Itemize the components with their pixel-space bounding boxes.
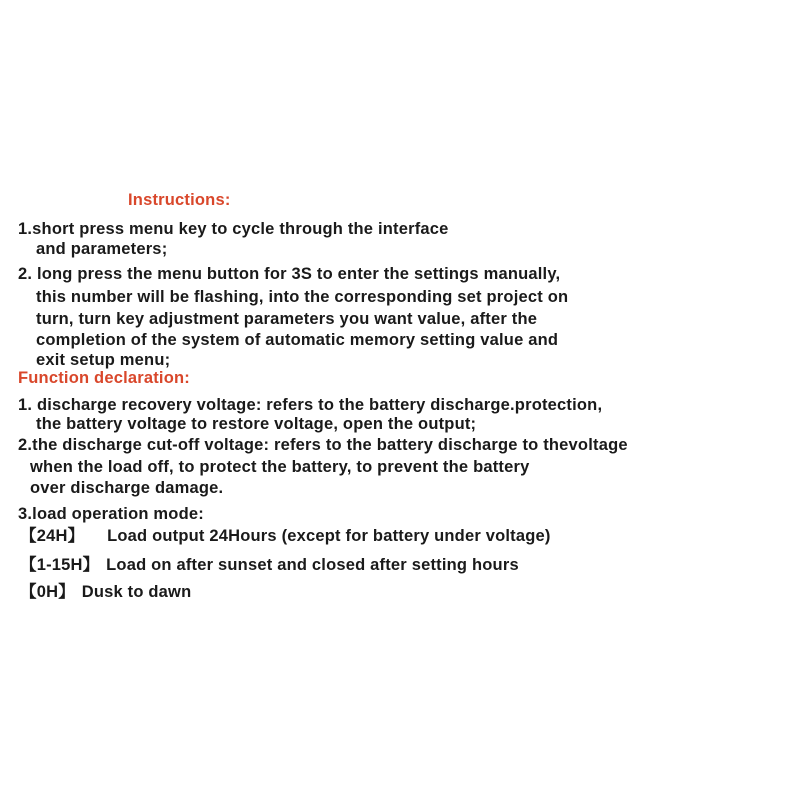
load-mode-code: 【24H】 <box>20 527 85 545</box>
function-item-2-line-3: over discharge damage. <box>30 479 224 497</box>
function-item-2-line-1: 2.the discharge cut-off voltage: refers to the battery discharge to thevoltage <box>18 436 628 454</box>
function-item-1-line-2: the battery voltage to restore voltage, open the output; <box>36 415 477 433</box>
function-item-3-line-1: 3.load operation mode: <box>18 505 204 523</box>
instruction-item-2-line-5: exit setup menu; <box>36 351 171 369</box>
function-declaration-heading: Function declaration: <box>18 369 190 387</box>
instruction-item-2-line-3: turn, turn key adjustment parameters you want value, after the <box>36 310 538 328</box>
load-mode-text: Dusk to dawn <box>81 583 192 601</box>
instructions-heading: Instructions: <box>128 191 231 209</box>
instruction-item-2-line-2: this number will be flashing, into the corresponding set project on <box>36 288 569 306</box>
load-mode-code: 【1-15H】 <box>20 556 100 574</box>
load-mode-code: 【0H】 <box>20 583 75 601</box>
load-mode-row <box>20 526 551 546</box>
function-item-2-line-2: when the load off, to protect the battery, to prevent the battery <box>30 458 530 476</box>
instruction-item-1-line-2: and parameters; <box>36 240 168 258</box>
instruction-item-2-line-1: 2. long press the menu button for 3S to enter the settings manually, <box>18 265 561 283</box>
load-mode-text: Load on after sunset and closed after setting hours <box>106 556 519 574</box>
load-mode-row <box>20 555 519 575</box>
load-mode-row <box>20 582 191 602</box>
instruction-item-2-line-4: completion of the system of automatic memory setting value and <box>36 331 559 349</box>
instruction-item-1-line-1: 1.short press menu key to cycle through the interface <box>18 220 449 238</box>
function-item-1-line-1: 1. discharge recovery voltage: refers to the battery discharge.protection, <box>18 396 603 414</box>
load-mode-text: Load output 24Hours (except for battery under voltage) <box>107 527 551 545</box>
